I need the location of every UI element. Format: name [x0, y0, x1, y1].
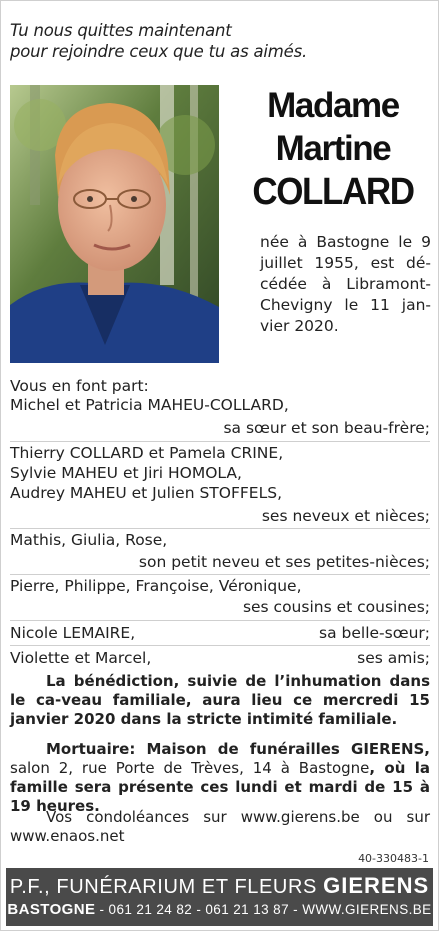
- family-intro: Vous en font part:: [10, 377, 149, 395]
- banner-contact: - 061 21 24 82 - 061 21 13 87 - WWW.GIERENS.BE: [95, 902, 432, 917]
- banner-line-1: [6, 873, 433, 899]
- relation-text: ses cousins et cousines;: [242, 598, 430, 616]
- family-group-2-name-1: Thierry COLLARD et Pamela CRINE,: [10, 444, 284, 462]
- family-group-5: [10, 624, 430, 643]
- separator: [10, 574, 430, 575]
- funeral-home-banner: [6, 868, 433, 926]
- deceased-first-name: Martine: [275, 129, 391, 168]
- portrait-image: [10, 85, 219, 363]
- family-group-6: [10, 649, 430, 668]
- relation-text: ses neveux et nièces;: [261, 507, 430, 525]
- banner-line-2: [6, 901, 433, 918]
- condolences-paragraph: [10, 808, 430, 846]
- epitaph-quote: [10, 20, 307, 62]
- family-group-2-name-2: Sylvie MAHEU et Jiri HOMOLA,: [10, 464, 242, 482]
- family-group-5-name-1: Nicole LEMAIRE,: [10, 624, 136, 642]
- family-group-1-name-1: Michel et Patricia MAHEU-COLLARD,: [10, 396, 289, 414]
- mortuary-paragraph: [10, 740, 430, 816]
- deceased-name: [235, 84, 431, 213]
- condolences-text: Vos condoléances sur www.gierens.be ou sur www.enaos.net: [10, 808, 430, 845]
- reference-number: 40-330483-1: [358, 852, 429, 865]
- banner-brand: GIERENS: [323, 873, 430, 898]
- banner-prefix: P.F., FUNÉRARIUM ET FLEURS: [9, 876, 324, 898]
- separator: [10, 441, 430, 442]
- family-group-2-name-3: Audrey MAHEU et Julien STOFFELS,: [10, 484, 282, 502]
- separator: [10, 528, 430, 529]
- relation-text: sa belle-sœur;: [319, 624, 430, 642]
- ceremony-text: La bénédiction, suivie de l’inhumation dans le ca-veau familiale, aura lieu ce mercredi 15 janvier 2020 dans la stricte intimité familiale.: [10, 672, 430, 728]
- quote-line-1: Tu nous quittes maintenant: [10, 21, 232, 40]
- family-group-6-name-1: Violette et Marcel,: [10, 649, 152, 667]
- mortuary-visit: , où la famille sera présente ces lundi et mardi de 15 à 19 heures.: [10, 759, 430, 815]
- family-group-4-name-1: Pierre, Philippe, Françoise, Véronique,: [10, 577, 302, 595]
- deceased-last-name: COLLARD: [252, 170, 414, 213]
- relation-text: ses amis;: [357, 649, 430, 667]
- relation-text: son petit neveu et ses petites-nièces;: [138, 553, 430, 571]
- deceased-title: Madame: [267, 86, 399, 125]
- relation-text: sa sœur et son beau-frère;: [223, 419, 430, 437]
- portrait-photo: [10, 85, 219, 363]
- banner-city: BASTOGNE: [7, 901, 96, 918]
- separator: [10, 645, 430, 646]
- birth-death-text: née à Bastogne le 9 juillet 1955, est dé-cédée à Libramont-Chevigny le 11 jan-vier 2020.: [260, 233, 431, 335]
- mortuary-label: Mortuaire: Maison de funérailles GIERENS,: [46, 740, 430, 758]
- quote-line-2: pour rejoindre ceux que tu as aimés.: [10, 42, 308, 61]
- family-group-3-name-1: Mathis, Giulia, Rose,: [10, 531, 168, 549]
- separator: [10, 620, 430, 621]
- mortuary-address: salon 2, rue Porte de Trèves, 14 à Bastogne: [10, 759, 370, 777]
- ceremony-paragraph: [10, 672, 430, 729]
